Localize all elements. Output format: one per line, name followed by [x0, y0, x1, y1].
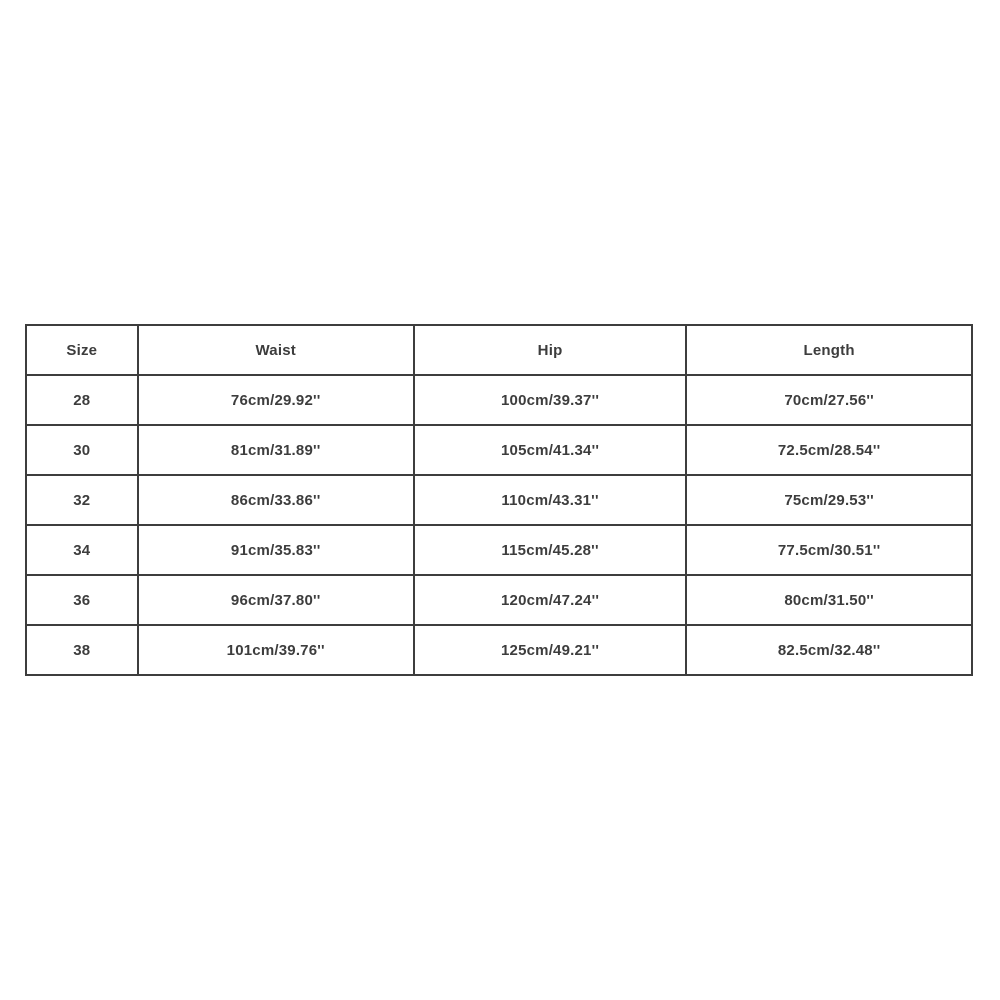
length-cell: 72.5cm/28.54''	[686, 425, 972, 475]
column-header-size: Size	[26, 325, 138, 375]
table-row	[26, 625, 972, 675]
hip-cell: 110cm/43.31''	[414, 475, 686, 525]
column-header-hip: Hip	[414, 325, 686, 375]
size-cell: 28	[26, 375, 138, 425]
waist-cell: 101cm/39.76''	[138, 625, 414, 675]
hip-cell: 125cm/49.21''	[414, 625, 686, 675]
table-row	[26, 575, 972, 625]
size-cell: 32	[26, 475, 138, 525]
size-cell: 34	[26, 525, 138, 575]
column-header-waist: Waist	[138, 325, 414, 375]
waist-cell: 91cm/35.83''	[138, 525, 414, 575]
waist-cell: 96cm/37.80''	[138, 575, 414, 625]
length-cell: 75cm/29.53''	[686, 475, 972, 525]
table-row	[26, 475, 972, 525]
size-cell: 30	[26, 425, 138, 475]
length-cell: 70cm/27.56''	[686, 375, 972, 425]
hip-cell: 105cm/41.34''	[414, 425, 686, 475]
waist-cell: 81cm/31.89''	[138, 425, 414, 475]
column-header-length: Length	[686, 325, 972, 375]
waist-cell: 76cm/29.92''	[138, 375, 414, 425]
length-cell: 82.5cm/32.48''	[686, 625, 972, 675]
size-chart-table	[25, 324, 973, 676]
table-row	[26, 525, 972, 575]
hip-cell: 100cm/39.37''	[414, 375, 686, 425]
table-row	[26, 375, 972, 425]
waist-cell: 86cm/33.86''	[138, 475, 414, 525]
table-header-row	[26, 325, 972, 375]
table-row	[26, 425, 972, 475]
size-cell: 36	[26, 575, 138, 625]
hip-cell: 120cm/47.24''	[414, 575, 686, 625]
hip-cell: 115cm/45.28''	[414, 525, 686, 575]
size-cell: 38	[26, 625, 138, 675]
length-cell: 80cm/31.50''	[686, 575, 972, 625]
length-cell: 77.5cm/30.51''	[686, 525, 972, 575]
